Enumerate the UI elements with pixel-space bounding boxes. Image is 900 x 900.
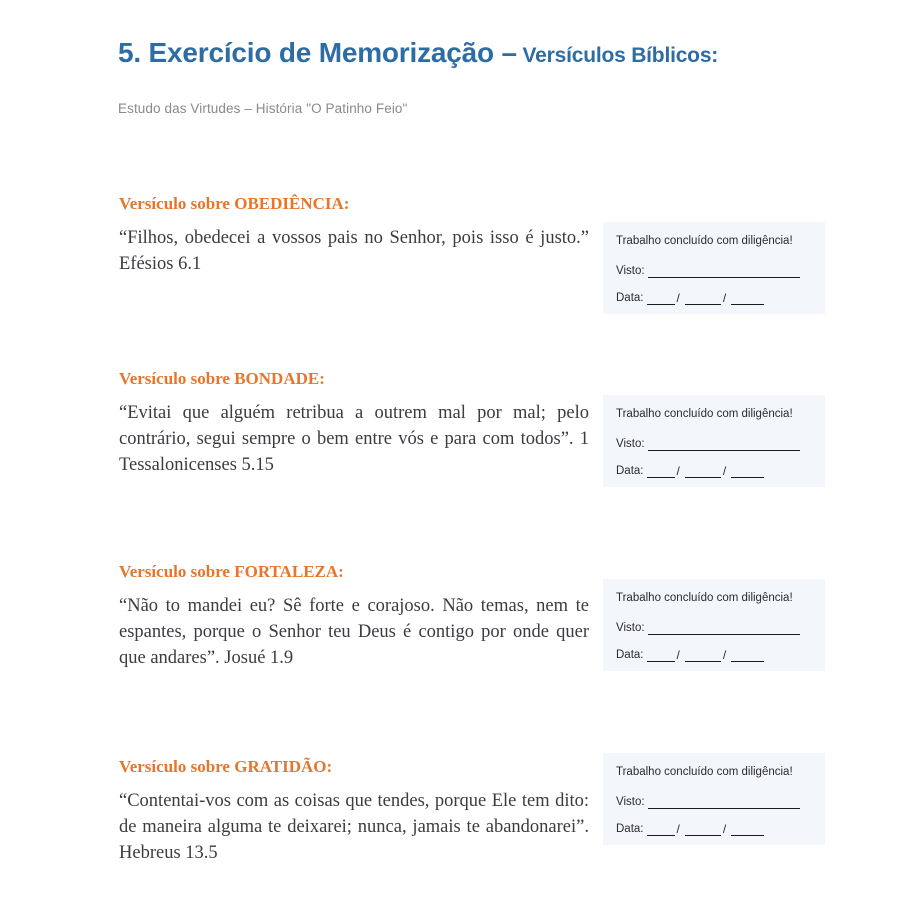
signature-data-row [616, 465, 812, 478]
signature-visto-label: Visto: [616, 265, 645, 277]
page-title-main: Exercício de Memorização [148, 37, 494, 68]
verse-text-obediencia: “Filhos, obedecei a vossos pais no Senhor, pois isso é justo.” Efésios 6.1 [119, 228, 589, 274]
verse-heading-fortaleza: Versículo sobre FORTALEZA: [119, 562, 344, 581]
signature-box-title: Trabalho concluído com diligência! [616, 766, 793, 778]
signature-box-fortaleza [603, 579, 825, 671]
signature-data-slash-1: / [676, 291, 680, 305]
signature-data-day-line[interactable] [647, 477, 675, 478]
signature-visto-label: Visto: [616, 622, 645, 634]
signature-data-slash-2: / [722, 464, 727, 478]
page-title-spacer [141, 37, 149, 68]
signature-visto-label: Visto: [616, 796, 645, 808]
signature-data-year-line[interactable] [731, 304, 764, 305]
verse-text-fortaleza: “Não to mandei eu? Sê forte e corajoso. Não temas, nem te espantes, porque o Senhor teu Deus é contigo por onde quer que andares”. Josué 1.9 [119, 596, 589, 668]
signature-visto-row [616, 265, 812, 278]
signature-data-day-line[interactable] [647, 304, 675, 305]
page-title-dash: – [501, 37, 517, 68]
page-title-number: 5. [118, 37, 141, 68]
signature-data-slash-1: / [676, 464, 680, 478]
signature-visto-row [616, 438, 812, 451]
signature-box-gratidao [603, 753, 825, 845]
verse-text-bondade: “Evitai que alguém retribua a outrem mal por mal; pelo contrário, segui sempre o bem entre vós e para com todos”. 1 Tessalonicenses 5.15 [119, 403, 589, 475]
page-title-dash-wrap [494, 37, 502, 68]
signature-data-month-line[interactable] [685, 835, 721, 836]
signature-data-day-line[interactable] [647, 835, 675, 836]
signature-visto-label: Visto: [616, 438, 645, 450]
signature-visto-line[interactable] [648, 808, 800, 809]
document-subtitle: Estudo das Virtudes – História "O Patinho Feio" [118, 101, 408, 116]
signature-visto-line[interactable] [648, 634, 800, 635]
signature-data-year-line[interactable] [731, 661, 764, 662]
signature-data-row [616, 823, 812, 836]
signature-box-bondade [603, 395, 825, 487]
signature-data-month-line[interactable] [685, 661, 721, 662]
signature-data-slash-1: / [676, 822, 680, 836]
signature-data-label: Data: [616, 649, 644, 661]
verse-text-gratidao: “Contentai-vos com as coisas que tendes, porque Ele tem dito: de maneira alguma te deixarei; nunca, jamais te abandonarei”. Hebreus 13.5 [119, 791, 589, 863]
signature-data-month-line[interactable] [685, 304, 721, 305]
signature-box-title: Trabalho concluído com diligência! [616, 592, 793, 604]
verse-heading-bondade: Versículo sobre BONDADE: [119, 369, 325, 388]
signature-visto-row [616, 622, 812, 635]
signature-box-title: Trabalho concluído com diligência! [616, 235, 793, 247]
page-title-subtitle: Versículos Bíblicos: [522, 44, 719, 67]
document-header [118, 36, 838, 73]
signature-data-month-line[interactable] [685, 477, 721, 478]
signature-data-slash-2: / [722, 291, 727, 305]
verse-heading-gratidao: Versículo sobre GRATIDÃO: [119, 757, 333, 776]
signature-visto-line[interactable] [648, 450, 800, 451]
signature-data-label: Data: [616, 823, 644, 835]
signature-data-slash-2: / [722, 648, 727, 662]
signature-data-row [616, 649, 812, 662]
signature-data-row [616, 292, 812, 305]
signature-data-day-line[interactable] [647, 661, 675, 662]
signature-box-title: Trabalho concluído com diligência! [616, 408, 793, 420]
signature-data-label: Data: [616, 292, 644, 304]
signature-visto-line[interactable] [648, 277, 800, 278]
signature-data-year-line[interactable] [731, 477, 764, 478]
signature-data-slash-2: / [722, 822, 727, 836]
signature-box-obediencia [603, 222, 825, 314]
signature-visto-row [616, 796, 812, 809]
signature-data-slash-1: / [676, 648, 680, 662]
verse-heading-obediencia: Versículo sobre OBEDIÊNCIA: [119, 194, 350, 213]
signature-data-year-line[interactable] [731, 835, 764, 836]
signature-data-label: Data: [616, 465, 644, 477]
page-title [118, 36, 838, 73]
